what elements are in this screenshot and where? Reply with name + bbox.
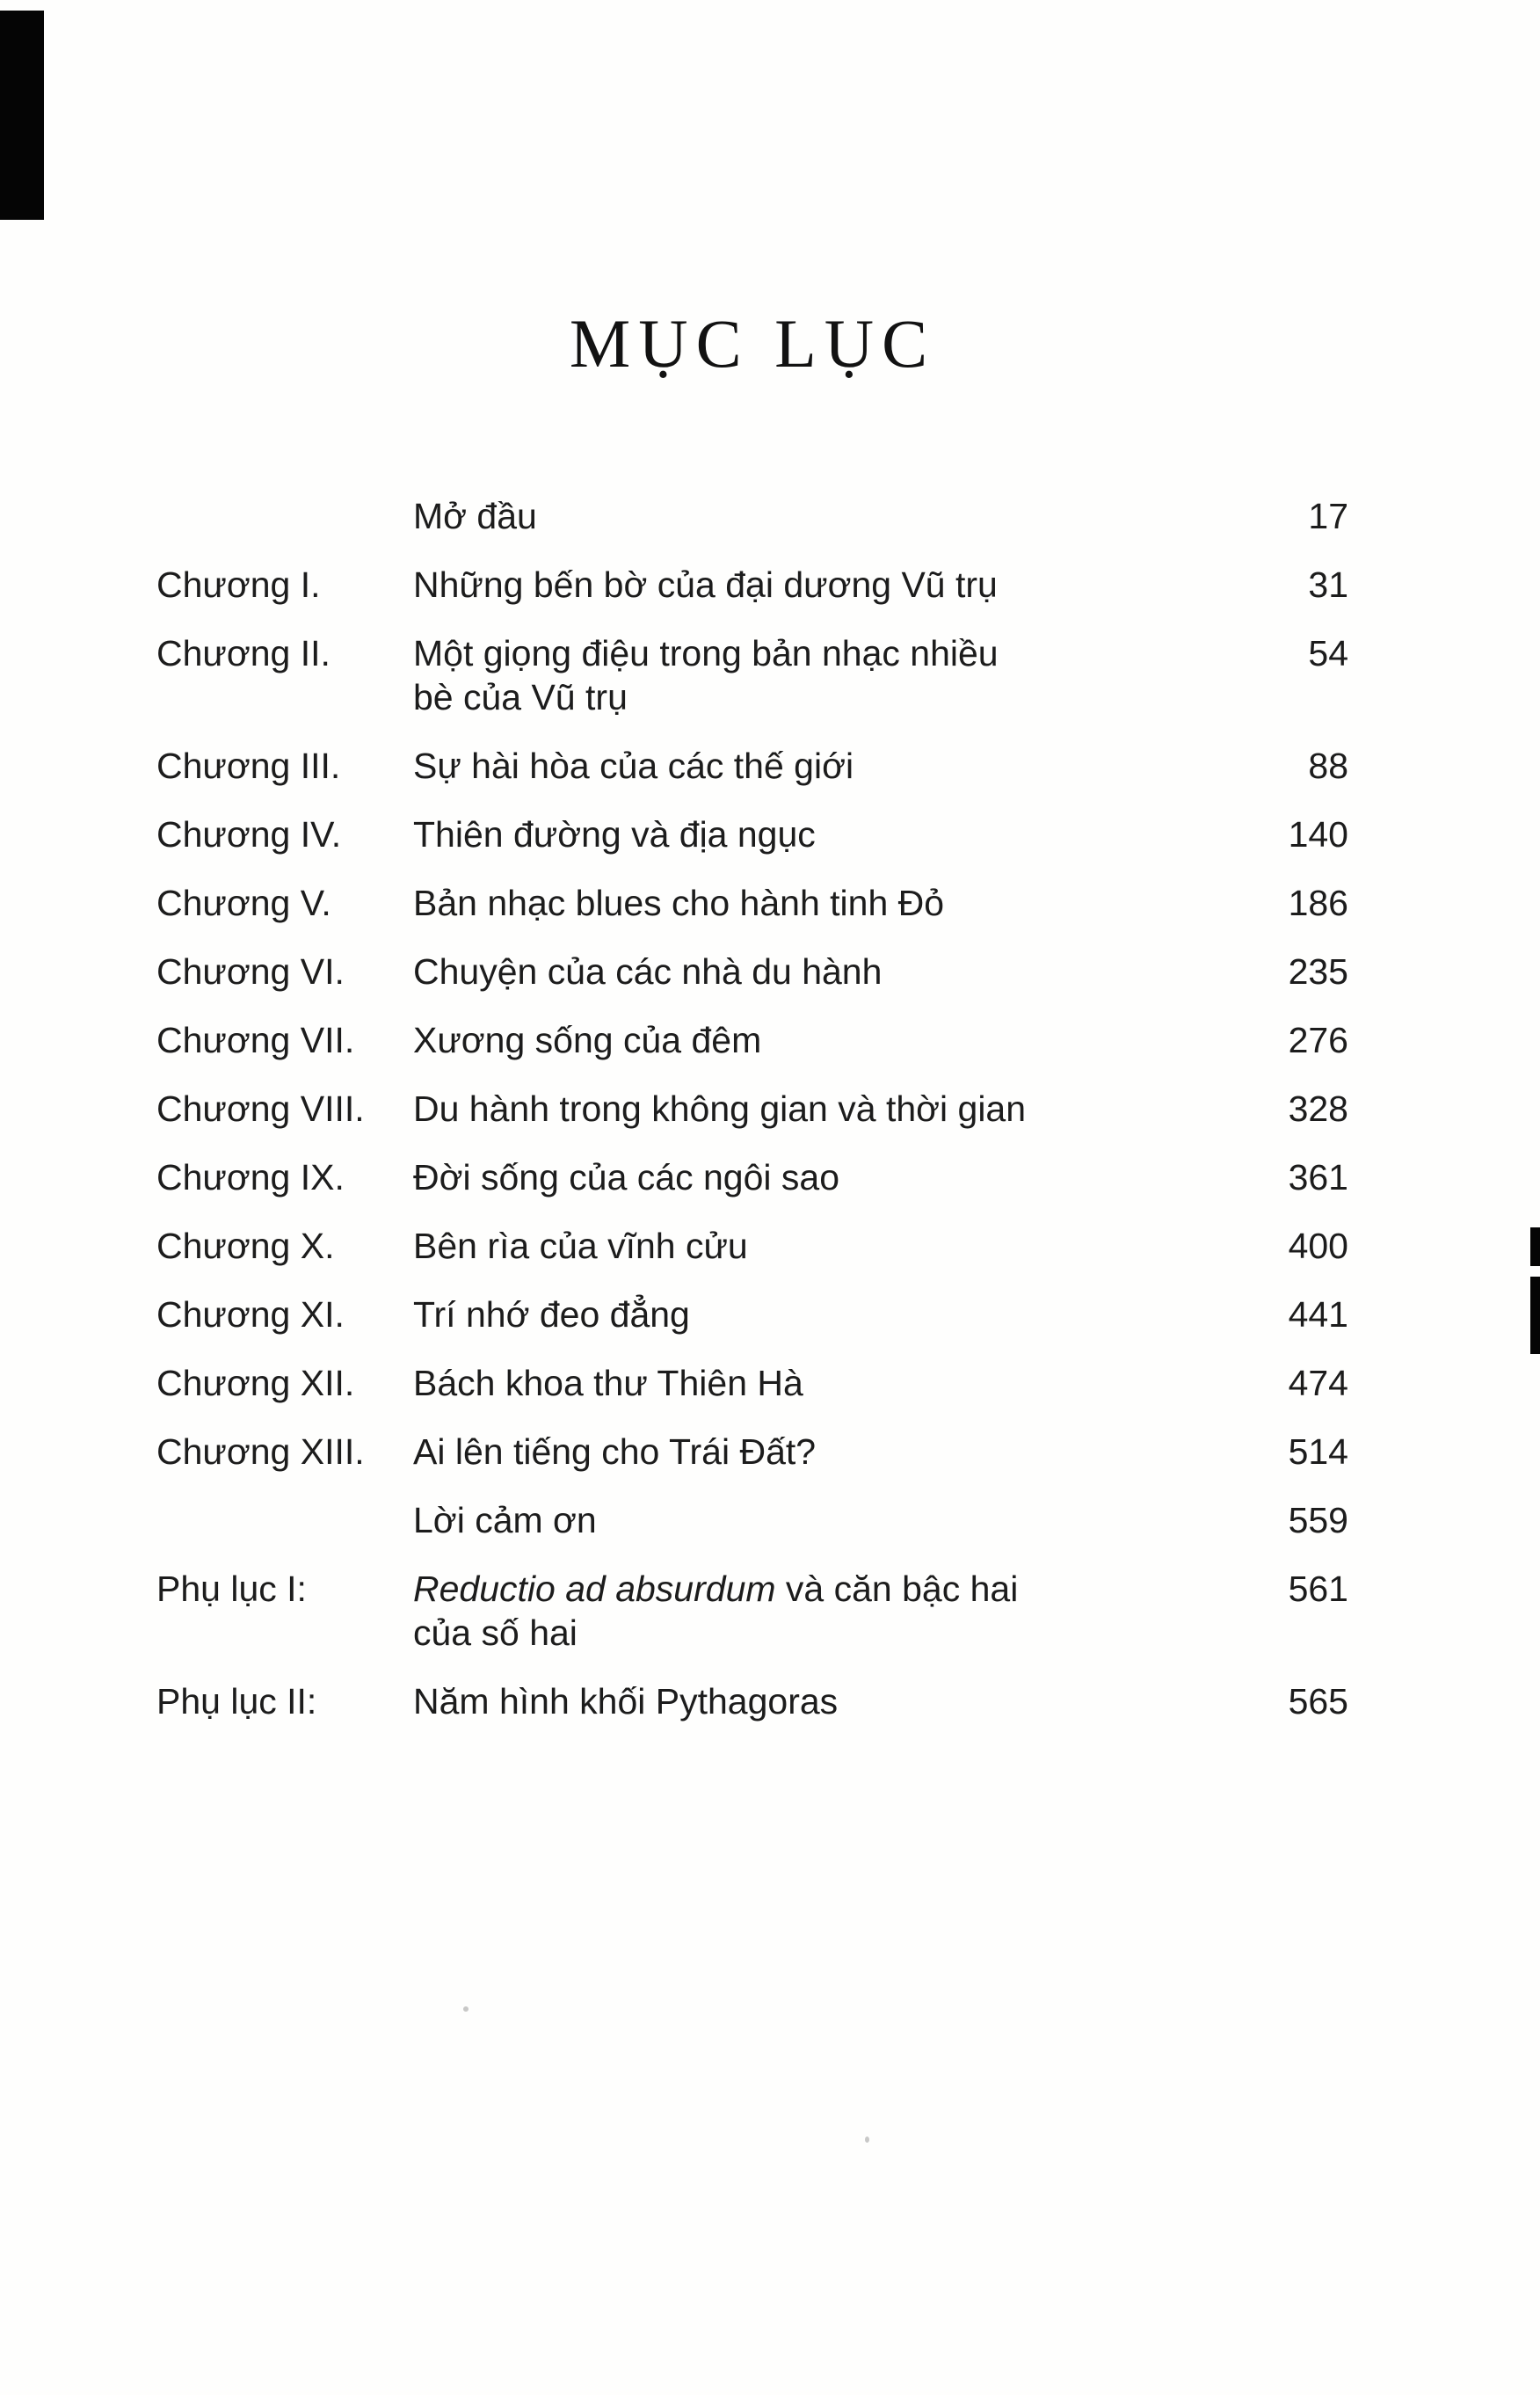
toc-entry-page: 235: [1288, 951, 1348, 992]
toc-entry-label: Phụ lục I:: [156, 1569, 307, 1609]
toc-entry-title: [413, 1155, 1250, 1199]
toc-entry: [156, 1361, 1348, 1405]
toc-entry-title-text: Trí nhớ đeo đẳng: [413, 1294, 690, 1335]
toc-entry: [156, 744, 1348, 788]
toc-entry-page: 88: [1308, 746, 1348, 786]
toc-entry: [156, 812, 1348, 856]
toc-entry-label: Chương XI.: [156, 1294, 345, 1335]
toc-entry-title: [413, 1087, 1250, 1131]
toc-entry-page: 565: [1288, 1681, 1348, 1722]
toc-entry-label: Chương XII.: [156, 1363, 355, 1403]
toc-entry-page: 441: [1288, 1294, 1348, 1335]
toc-entry: [156, 1430, 1348, 1474]
toc-entry-title-text: Những bến bờ của đại dương Vũ trụ: [413, 564, 998, 605]
toc-entry: [156, 950, 1348, 994]
toc-entry: [156, 881, 1348, 925]
table-of-contents: [156, 494, 1348, 1723]
toc-entry-title-line2: của số hai: [413, 1612, 578, 1653]
toc-entry-title: [413, 494, 1250, 538]
toc-entry-title: [413, 812, 1250, 856]
toc-entry: [156, 631, 1348, 719]
page-title: MỤC LỤC: [569, 305, 936, 382]
toc-entry-title: [413, 1498, 1250, 1542]
toc-entry: [156, 1498, 1348, 1542]
toc-entry: [156, 1679, 1348, 1723]
toc-entry-title: [413, 1430, 1250, 1474]
toc-entry-title: [413, 1292, 1250, 1336]
toc-entry: [156, 494, 1348, 538]
toc-entry-title-text: Đời sống của các ngôi sao: [413, 1157, 839, 1198]
toc-entry-title: [413, 1679, 1250, 1723]
toc-entry-title-text: Xương sống của đêm: [413, 1020, 762, 1060]
toc-entry-title-text: Bản nhạc blues cho hành tinh Đỏ: [413, 883, 945, 923]
toc-entry-title-text: Chuyện của các nhà du hành: [413, 951, 883, 992]
toc-entry-label: Chương VII.: [156, 1020, 355, 1060]
toc-entry-title-text: Thiên đường và địa ngục: [413, 814, 816, 855]
toc-entry-label: Chương III.: [156, 746, 341, 786]
toc-entry-page: 361: [1288, 1157, 1348, 1198]
toc-entry-title-text: Một giọng điệu trong bản nhạc nhiều: [413, 633, 999, 673]
scan-speck: [865, 2137, 869, 2143]
toc-entry-title-italic: Reductio ad absurdum: [413, 1569, 776, 1609]
toc-entry-title-text: Ai lên tiếng cho Trái Đất?: [413, 1431, 817, 1472]
toc-entry: [156, 1567, 1348, 1655]
scan-artifact-right-2: [1530, 1277, 1540, 1354]
toc-entry-title-text: Mở đầu: [413, 496, 537, 536]
toc-entry: [156, 1018, 1348, 1062]
toc-entry-page: 54: [1308, 633, 1348, 673]
toc-entry-title-text: Du hành trong không gian và thời gian: [413, 1088, 1027, 1129]
toc-entry-page: 140: [1288, 814, 1348, 855]
toc-entry-page: 328: [1288, 1088, 1348, 1129]
toc-entry-page: 400: [1288, 1226, 1348, 1266]
toc-entry-page: 514: [1288, 1431, 1348, 1472]
toc-entry-page: 276: [1288, 1020, 1348, 1060]
toc-entry-label: Chương II.: [156, 633, 331, 673]
toc-entry-title-text: Bên rìa của vĩnh cửu: [413, 1226, 748, 1266]
toc-entry: [156, 1224, 1348, 1268]
toc-entry-title: [413, 1361, 1250, 1405]
toc-entry-title-text: Sự hài hòa của các thế giới: [413, 746, 854, 786]
toc-entry-title-text: Năm hình khối Pythagoras: [413, 1681, 839, 1722]
toc-entry-page: 561: [1288, 1569, 1348, 1609]
toc-entry-page: 186: [1288, 883, 1348, 923]
toc-entry-label: Phụ lục II:: [156, 1681, 317, 1722]
toc-entry-label: Chương X.: [156, 1226, 335, 1266]
scan-artifact-top-left: [0, 11, 44, 220]
toc-entry-label: Chương XIII.: [156, 1431, 365, 1472]
scan-speck: [463, 2006, 469, 2012]
toc-entry-label: Chương VIII.: [156, 1088, 365, 1129]
toc-entry-title: [413, 881, 1250, 925]
toc-entry-page: 17: [1308, 496, 1348, 536]
toc-entry-title: [413, 744, 1250, 788]
toc-entry: [156, 563, 1348, 607]
toc-entry-title: [413, 1567, 1250, 1655]
toc-entry-title-text: và căn bậc hai: [775, 1569, 1019, 1609]
toc-entry-label: Chương VI.: [156, 951, 345, 992]
scan-artifact-right-1: [1530, 1227, 1540, 1266]
toc-entry-title: [413, 563, 1250, 607]
toc-entry-label: Chương I.: [156, 564, 321, 605]
toc-entry: [156, 1292, 1348, 1336]
toc-entry: [156, 1087, 1348, 1131]
toc-entry-title-text: Lời cảm ơn: [413, 1500, 597, 1540]
toc-entry-title-line2: bè của Vũ trụ: [413, 677, 628, 717]
toc-entry-title-text: Bách khoa thư Thiên Hà: [413, 1363, 803, 1403]
toc-entry-page: 474: [1288, 1363, 1348, 1403]
toc-entry-title: [413, 1018, 1250, 1062]
toc-entry-label: Chương IV.: [156, 814, 342, 855]
toc-content: [156, 0, 1348, 1748]
toc-entry-page: 559: [1288, 1500, 1348, 1540]
toc-entry-label: Chương IX.: [156, 1157, 345, 1198]
toc-entry-title: [413, 631, 1250, 719]
toc-entry-title: [413, 950, 1250, 994]
toc-entry: [156, 1155, 1348, 1199]
toc-entry-label: Chương V.: [156, 883, 331, 923]
toc-entry-title: [413, 1224, 1250, 1268]
toc-entry-page: 31: [1308, 564, 1348, 605]
